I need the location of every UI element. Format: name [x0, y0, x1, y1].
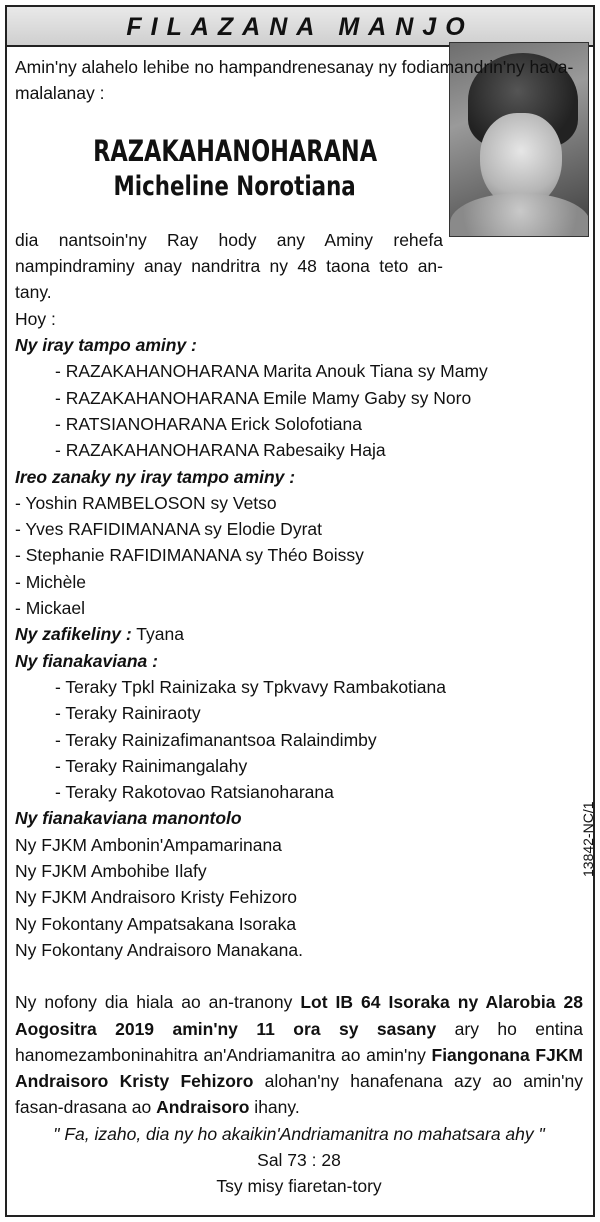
list-item: - Teraky Rakotovao Ratsianoharana	[55, 782, 334, 803]
families-heading: Ny fianakaviana :	[15, 650, 158, 671]
funeral-text: alohan'ny hanafenana azy ao amin'ny fasan-drasana ao	[15, 1071, 583, 1118]
intro-text: Amin'ny alahelo lehibe no hampandrenesanay ny fodiamandrin'ny hava-malalanay :	[15, 57, 574, 104]
list-item: - Yves RAFIDIMANANA sy Elodie Dyrat	[15, 519, 322, 540]
announcement-content	[15, 54, 583, 1200]
list-item: Ny FJKM Ambonin'Ampamarinana	[15, 834, 282, 855]
funeral-text: ary ho entina hanomezamboninahitra an'Andriamanitra ao amin'ny	[15, 1018, 583, 1065]
list-item: - Teraky Tpkl Rainizaka sy Tpkvavy Rambakotiana	[55, 676, 446, 697]
header-title: FILAZANA MANJO	[7, 7, 593, 47]
deceased-name	[15, 133, 455, 205]
list-item: - RAZAKAHANOHARANA Emile Mamy Gaby sy Noro	[55, 387, 472, 408]
list-item: - Mickael	[15, 598, 86, 619]
list-item: Ny Fokontany Andraisoro Manakana.	[15, 939, 303, 960]
list-item: - Teraky Rainiraoty	[55, 703, 201, 724]
funeral-text: ihany.	[249, 1097, 300, 1118]
list-item: - RATSIANOHARANA Erick Solofotiana	[55, 413, 362, 434]
list-item: Ny FJKM Andraisoro Kristy Fehizoro	[15, 887, 298, 908]
funeral-details	[15, 989, 583, 1120]
list-item: - Teraky Rainimangalahy	[55, 755, 248, 776]
grandchildren-value: Tyana	[136, 624, 184, 645]
funeral-date: Lot IB 64 Isoraka ny Alarobia 28 Aogositra 2019 amin'ny 11 ora sy sasany	[15, 992, 583, 1039]
list-item: Ny FJKM Ambohibe Ilafy	[15, 861, 207, 882]
verse-reference: Sal 73 : 28	[257, 1149, 341, 1170]
list-item: - Teraky Rainizafimanantsoa Ralaindimby	[55, 729, 377, 750]
funeral-text: Ny nofony dia hiala ao an-tranony	[15, 992, 301, 1013]
list-item: - Stephanie RAFIDIMANANA sy Théo Boissy	[15, 545, 364, 566]
list-item: Ny Fokontany Ampatsakana Isoraka	[15, 913, 297, 934]
siblings-heading: Ny iray tampo aminy :	[15, 335, 197, 356]
funeral-place: Andraisoro	[156, 1097, 250, 1118]
list-item: - Yoshin RAMBELOSON sy Vetso	[15, 492, 277, 513]
list-item: - Michèle	[15, 571, 86, 592]
list-item: - RAZAKAHANOHARANA Rabesaiky Haja	[55, 440, 386, 461]
deceased-given-names: Micheline Norotiana	[113, 170, 357, 202]
announcement-text: dia nantsoin'ny Ray hody any Aminy rehefa nampindraminy anay nandritra ny 48 taona teto an-tany.	[15, 229, 443, 303]
funeral-church: Fiangonana FJKM Andraisoro Kristy Fehizoro	[15, 1044, 583, 1092]
list-item: - RAZAKAHANOHARANA Marita Anouk Tiana sy Mamy	[55, 361, 488, 382]
nephews-heading: Ireo zanaky ny iray tampo aminy :	[15, 466, 296, 487]
grandchildren-line	[15, 621, 583, 647]
hoy-label: Hoy :	[15, 308, 56, 329]
verse-quote: " Fa, izaho, dia ny ho akaikin'Andriamanitra no mahatsara ahy "	[53, 1123, 545, 1144]
extended-heading: Ny fianakaviana manontolo	[15, 808, 242, 829]
grandchildren-heading: Ny zafikeliny :	[15, 624, 132, 645]
ad-reference: 13842-NC/1	[580, 801, 596, 877]
footer-note: Tsy misy fiaretan-tory	[216, 1176, 382, 1197]
deceased-surname: RAZAKAHANOHARANA	[93, 133, 377, 168]
announcement-frame	[5, 5, 595, 1217]
